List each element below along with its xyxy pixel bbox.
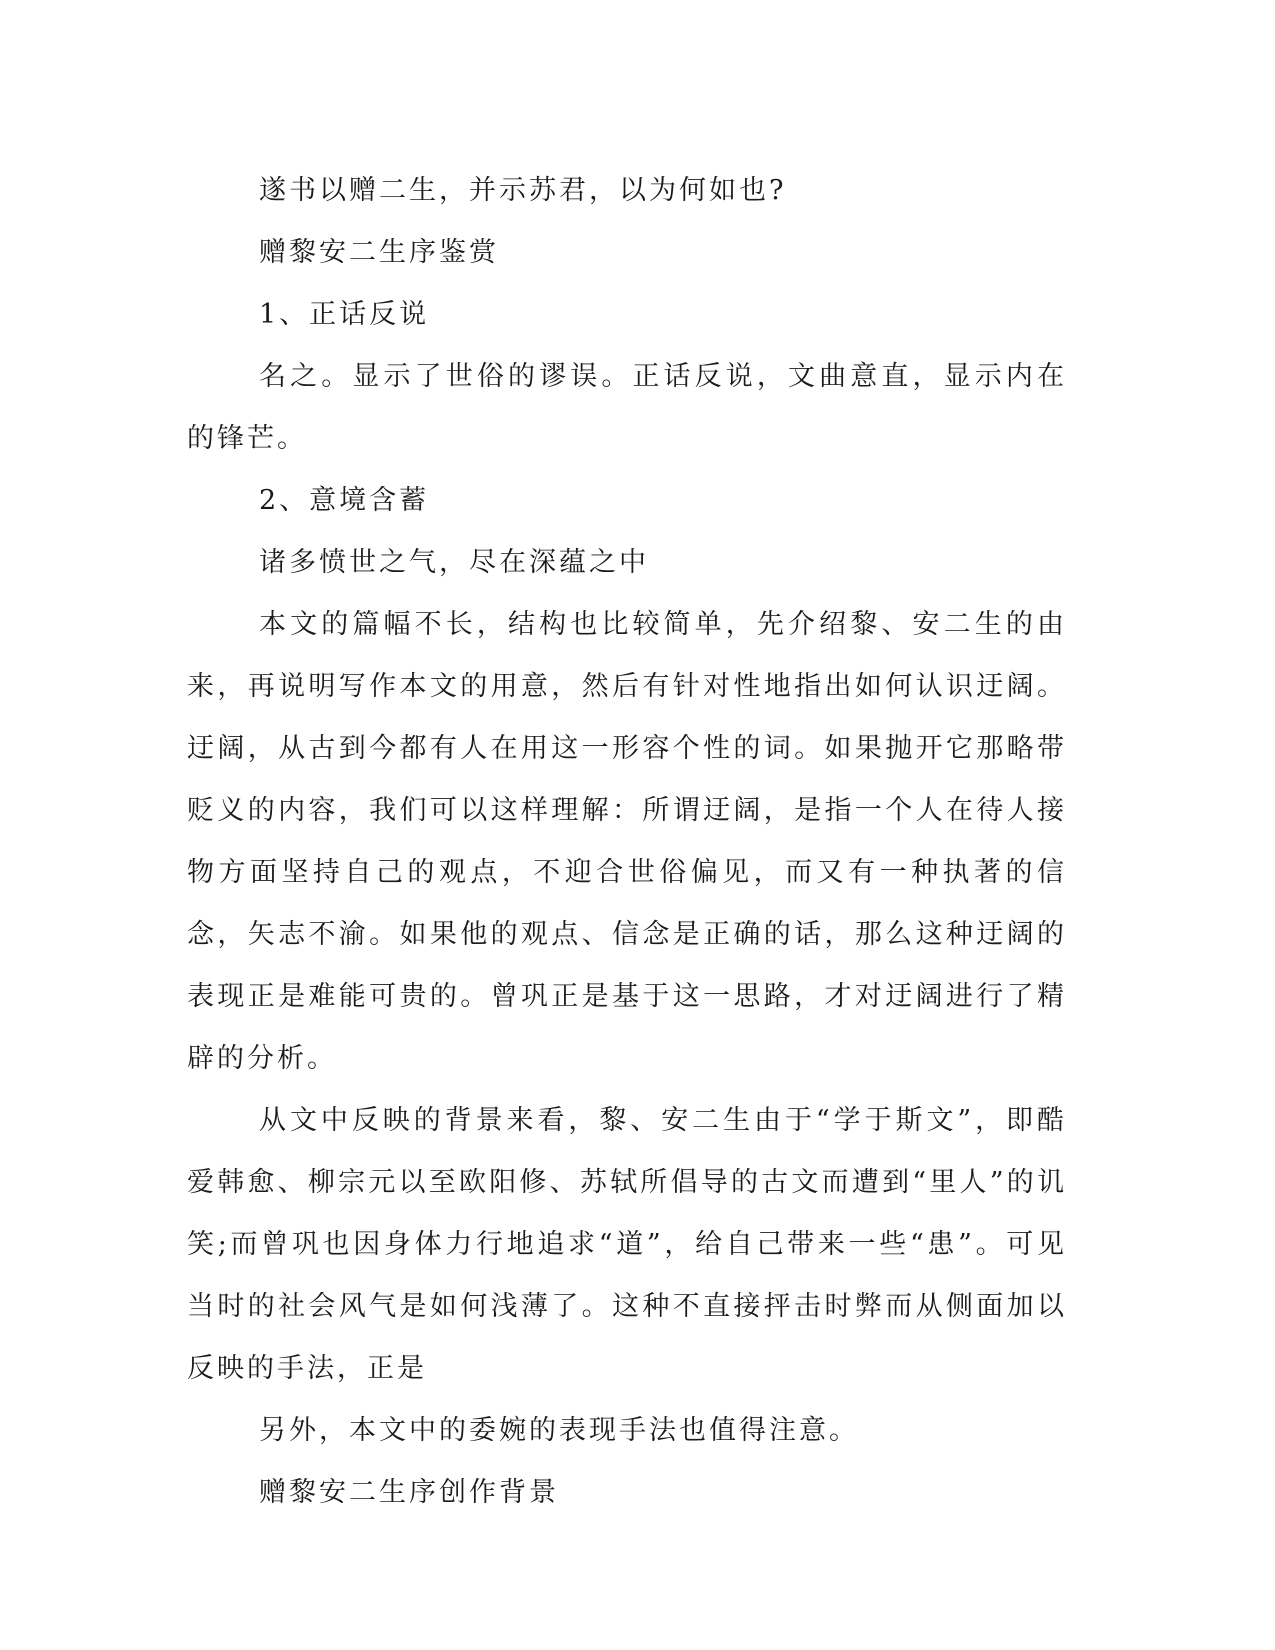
paragraph-technique: 另外，本文中的委婉的表现手法也值得注意。 bbox=[259, 1415, 859, 1446]
document-body bbox=[187, 160, 1067, 1524]
subheading-2: 2、意境含蓄 bbox=[259, 485, 430, 516]
paragraph-background: 从文中反映的背景来看，黎、安二生由于“学于斯文”，即酷爱韩愈、柳宗元以至欧阳修、苏轼所倡导的古文而遭到“里人”的讥笑;而曾巩也因身体力行地追求“道”，给自己带来一些“患”。可见当时的社会风气是如何浅薄了。这种不直接抨击时弊而从侧面加以反映的手法，正是 bbox=[187, 1105, 1067, 1384]
section-heading-appreciation: 赠黎安二生序鉴赏 bbox=[259, 237, 499, 268]
paragraph-closing-line: 遂书以赠二生，并示苏君，以为何如也? bbox=[259, 175, 787, 206]
subheading-1: 1、正话反说 bbox=[259, 299, 430, 330]
section-heading-background: 赠黎安二生序创作背景 bbox=[259, 1477, 559, 1508]
paragraph-structure: 本文的篇幅不长，结构也比较简单，先介绍黎、安二生的由来，再说明写作本文的用意，然后有针对性地指出如何认识迂阔。迂阔，从古到今都有人在用这一形容个性的词。如果抛开它那略带贬义的内容，我们可以这样理解：所谓迂阔，是指一个人在待人接物方面坚持自己的观点，不迎合世俗偏见，而又有一种执著的信念，矢志不渝。如果他的观点、信念是正确的话，那么这种迂阔的表现正是难能可贵的。曾巩正是基于这一思路，才对迂阔进行了精辟的分析。 bbox=[187, 609, 1067, 1074]
paragraph-implicit: 诸多愤世之气，尽在深蕴之中 bbox=[259, 547, 649, 578]
paragraph-irony: 名之。显示了世俗的谬误。正话反说，文曲意直，显示内在的锋芒。 bbox=[187, 361, 1067, 454]
